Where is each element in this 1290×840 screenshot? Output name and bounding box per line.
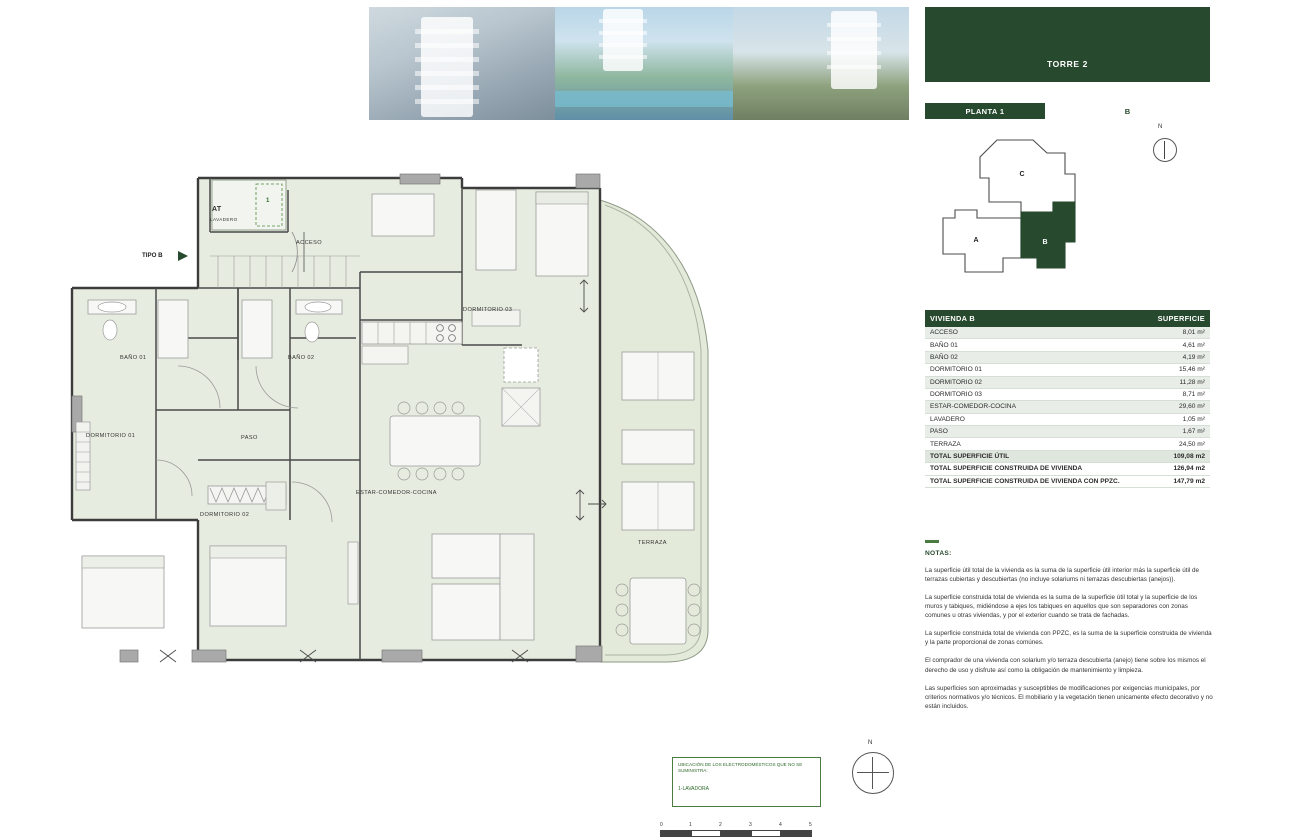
row-value: 126,94 m2 (1126, 463, 1210, 475)
notes-title: NOTAS: (925, 550, 952, 557)
scale-segment (690, 830, 722, 837)
row-label: PASO (925, 426, 1126, 438)
scale-segment (750, 830, 782, 837)
note-paragraph: La superficie construida total de vivienda con PPZC, es la suma de la superficie construida de vivienda y la parte proporcional de zonas comúnes. (925, 630, 1212, 647)
table-row (925, 401, 1210, 413)
tower-header-banner (925, 7, 1210, 82)
room-label-lavadero: LAVADERO (210, 217, 238, 222)
row-label: DORMITORIO 01 (925, 364, 1126, 376)
floor-plan-svg (60, 160, 860, 700)
project-photo-strip (369, 7, 909, 120)
row-value: 29,60 m² (1126, 401, 1210, 413)
table-row (925, 388, 1210, 400)
room-label-bano02: BAÑO 02 (288, 355, 315, 361)
notes-accent-bar (925, 540, 939, 543)
row-label: TOTAL SUPERFICIE ÚTIL (925, 450, 1126, 462)
scale-tick: 5 (809, 822, 812, 828)
svg-text:C: C (1019, 171, 1025, 178)
table-row (925, 351, 1210, 363)
table-col-surface: SUPERFICIE (1126, 310, 1210, 327)
photo-garden-view (733, 7, 909, 120)
keyplan-compass-icon (1153, 138, 1177, 162)
svg-text:B: B (1042, 239, 1048, 246)
plan-type-label: TIPO B (142, 252, 163, 259)
photo-pool-area (555, 7, 733, 120)
table-row (925, 364, 1210, 376)
row-value: 4,61 m² (1126, 339, 1210, 351)
row-label: ACCESO (925, 327, 1126, 339)
table-row-total-ppzc (925, 475, 1210, 487)
table-row (925, 438, 1210, 450)
table-row-total-util (925, 450, 1210, 462)
room-label-terraza: TERRAZA (638, 540, 667, 546)
surface-table (925, 310, 1210, 488)
room-label-estar: ESTAR-COMEDOR-COCINA (356, 490, 437, 496)
legend-line-2: 1-LAVADORA (678, 786, 709, 792)
appliance-number-label: 1 (266, 198, 270, 204)
photo-tower-exterior (369, 7, 555, 120)
room-label-acceso: ACCESO (296, 240, 323, 246)
scale-tick: 4 (779, 822, 782, 828)
tower-label: TORRE 2 (1047, 59, 1088, 69)
floor-unit-bar (925, 103, 1210, 119)
scale-tick: 1 (689, 822, 692, 828)
room-label-dormitorio03: DORMITORIO 03 (463, 307, 513, 313)
row-value: 1,67 m² (1126, 426, 1210, 438)
notes-block (925, 540, 1215, 720)
note-paragraph: La superficie útil total de la vivienda es la suma de la superficie útil interior más la superficie útil de terrazas cubiertas y descubiertas (no incluye solariums ni terrazas descubiertas (anejos)). (925, 566, 1200, 583)
table-title: VIVIENDA B (925, 310, 1126, 327)
table-row (925, 376, 1210, 388)
row-label: TOTAL SUPERFICIE CONSTRUIDA DE VIVIENDA CON PPZC. (925, 475, 1126, 487)
row-label: BAÑO 02 (925, 351, 1126, 363)
row-value: 15,46 m² (1126, 364, 1210, 376)
row-value: 147,79 m2 (1126, 475, 1210, 487)
room-label-dormitorio01: DORMITORIO 01 (86, 433, 136, 439)
scale-tick: 0 (660, 822, 663, 828)
room-label-dormitorio02: DORMITORIO 02 (200, 512, 250, 518)
keyplan-diagram (925, 122, 1210, 302)
row-value: 4,19 m² (1126, 351, 1210, 363)
table-row (925, 339, 1210, 351)
row-label: LAVADERO (925, 413, 1126, 425)
row-label: BAÑO 01 (925, 339, 1126, 351)
table-row (925, 426, 1210, 438)
row-value: 8,01 m² (1126, 327, 1210, 339)
svg-text:A: A (973, 237, 979, 244)
legend-line-1: UBICACIÓN DE LOS ELECTRODOMÉSTICOS QUE NO SE SUMINISTRA: (678, 762, 803, 774)
row-value: 11,28 m² (1126, 376, 1210, 388)
row-label: TERRAZA (925, 438, 1126, 450)
compass-icon (852, 752, 894, 794)
row-label: DORMITORIO 03 (925, 388, 1126, 400)
table-row (925, 413, 1210, 425)
room-label-bano01: BAÑO 01 (120, 355, 147, 361)
row-label: TOTAL SUPERFICIE CONSTRUIDA DE VIVIENDA (925, 463, 1126, 475)
table-row-total-construida (925, 463, 1210, 475)
scale-segment (660, 830, 692, 837)
room-label-lavadero-code: AT (212, 206, 222, 213)
note-paragraph: El comprador de una vivienda con solarium y/o terraza descubierta (anejo) tiene sobre los mismos el derecho de uso y disfrute así como la obligación de mantenimiento y limpieza. (925, 657, 1206, 674)
floor-plan (60, 160, 860, 700)
note-paragraph: Las superficies son aproximadas y susceptibles de modificaciones por exigencias municipales, por criterios normativos y/o técnicos. El mobiliario y la vegetación tienen unicamente efecto decorativo y no están incluidos. (925, 684, 1213, 710)
unit-label: B (1045, 103, 1210, 119)
row-value: 109,08 m2 (1126, 450, 1210, 462)
row-value: 24,50 m² (1126, 438, 1210, 450)
compass-north-label: N (868, 740, 873, 746)
row-value: 8,71 m² (1126, 388, 1210, 400)
appliance-legend (672, 757, 821, 807)
scale-tick: 3 (749, 822, 752, 828)
row-label: ESTAR-COMEDOR-COCINA (925, 401, 1126, 413)
table-row (925, 327, 1210, 339)
scale-bar (660, 822, 930, 840)
scale-segment (780, 830, 812, 837)
row-label: DORMITORIO 02 (925, 376, 1126, 388)
scale-segment (720, 830, 752, 837)
room-label-paso: PASO (241, 435, 258, 441)
keyplan-north-label: N (1158, 124, 1163, 130)
note-paragraph: La superficie construida total de vivienda es la suma de la superficie útil total y la superficie de los muros y tabiques, midiéndose a ejes los tabiques en aquellos que son separadores con zonas comunes u otras viviendas, y por el exterior cuando se trata de fachadas. (925, 593, 1198, 620)
floor-label: PLANTA 1 (925, 103, 1045, 119)
row-value: 1,05 m² (1126, 413, 1210, 425)
scale-tick: 2 (719, 822, 722, 828)
